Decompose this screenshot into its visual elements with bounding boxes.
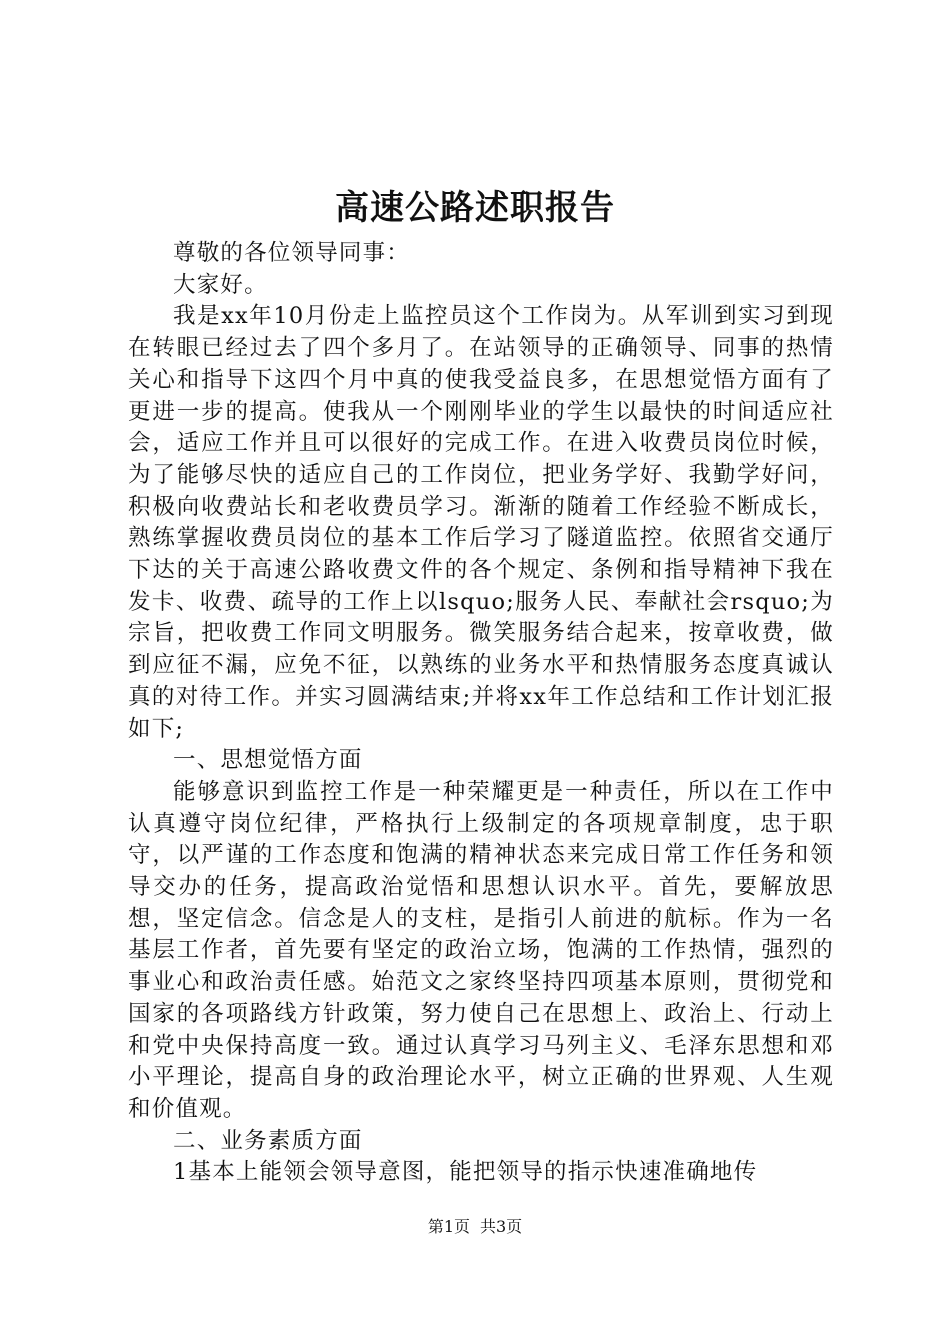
business-paragraph: 1基本上能领会领导意图，能把领导的指示快速准确地传 <box>173 1159 758 1186</box>
page-total: 共3页 <box>480 1217 523 1236</box>
thought-paragraph: 能够意识到监控工作是一种荣耀更是一种责任，所以在工作中认真遵守岗位纪律，严格执行上级制定的各项规章制度，忠于职守，以严谨的工作态度和饱满的精神状态来完成日常工作任务和领导交办的任务，提高政治觉悟和思想认识水平。首先，要解放思想，坚定信念。信念是人的支柱，是指引人前进的航标。作为一名基层工作者，首先要有坚定的政治立场，饱满的工作热情，强烈的事业心和政治责任感。始范文之家终坚持四项基本原则，贯彻党和国家的各项路线方针政策，努力使自己在思想上、政治上、行动上和党中央保持高度一致。通过认真学习马列主义、毛泽东思想和邓小平理论，提高自身的政治理论水平，树立正确的世界观、人生观和价值观。 <box>128 778 834 1122</box>
greeting: 大家好。 <box>173 271 268 298</box>
intro-paragraph: 我是xx年10月份走上监控员这个工作岗为。从军训到实习到现在转眼已经过去了四个多月了。在站领导的正确领导、同事的热情关心和指导下这四个月中真的使我受益良多，在思想觉悟方面有了更进一步的提高。使我从一个刚刚毕业的学生以最快的时间适应社会，适应工作并且可以很好的完成工作。在进入收费员岗位时候，为了能够尽快的适应自己的工作岗位，把业务学好、我勤学好问，积极向收费站长和老收费员学习。渐渐的随着工作经验不断成长，熟练掌握收费员岗位的基本工作后学习了隧道监控。依照省交通厅下达的关于高速公路收费文件的各个规定、条例和指导精神下我在发卡、收费、疏导的工作上以lsquo;服务人民、奉献社会rsquo;为宗旨，把收费工作同文明服务。微笑服务结合起来，按章收费，做到应征不漏，应免不征，以熟练的业务水平和热情服务态度真诚认真的对待工作。并实习圆满结束;并将xx年工作总结和工作计划汇报如下; <box>128 303 834 742</box>
page-footer <box>0 1216 950 1238</box>
salutation: 尊敬的各位领导同事： <box>173 240 411 266</box>
section-heading-thought: 一、思想觉悟方面 <box>173 747 363 774</box>
document-body <box>128 238 834 1189</box>
page-number: 第1页 <box>427 1217 470 1236</box>
section-heading-business: 二、业务素质方面 <box>173 1127 363 1154</box>
document-title: 高速公路述职报告 <box>335 188 615 228</box>
